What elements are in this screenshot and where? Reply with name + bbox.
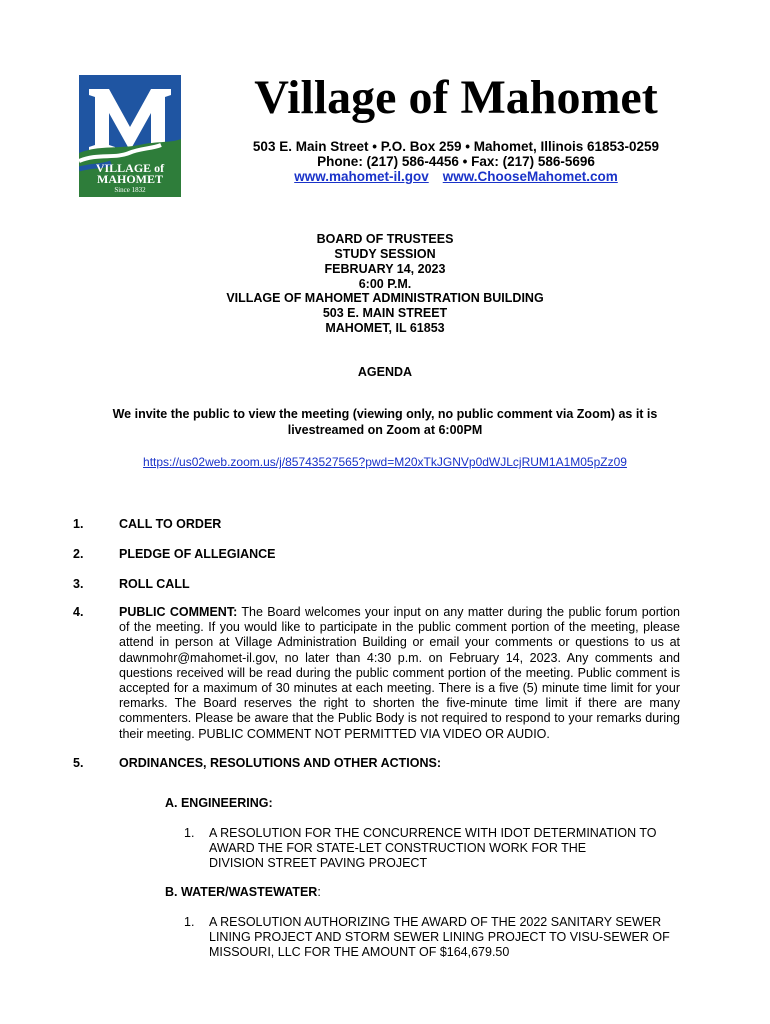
sub-item-line: LINING PROJECT AND STORM SEWER LINING PROJECT TO VISU-SEWER OF <box>209 930 670 944</box>
sub-item-line: DIVISION STREET PAVING PROJECT <box>209 856 428 870</box>
logo-text-line1: VILLAGE of <box>95 161 165 175</box>
meeting-date: FEBRUARY 14, 2023 <box>324 262 446 276</box>
meeting-session: STUDY SESSION <box>334 247 436 261</box>
section-engineering-item-1 <box>184 826 684 871</box>
invite-line1: We invite the public to view the meeting (viewing only, no public comment via Zoom) as it is <box>112 407 658 421</box>
invite-line2: livestreamed on Zoom at 6:00PM <box>287 422 483 437</box>
sub-item-line: AWARD THE FOR STATE-LET CONSTRUCTION WORK FOR THE <box>209 841 587 855</box>
meeting-body: BOARD OF TRUSTEES <box>316 232 454 246</box>
zoom-invite <box>95 407 675 438</box>
item-number: 5. <box>73 756 84 770</box>
section-water-heading <box>165 885 321 900</box>
item-number: 3. <box>73 577 84 591</box>
public-comment-label: PUBLIC COMMENT: <box>119 605 238 619</box>
item-call-to-order: CALL TO ORDER <box>119 517 222 531</box>
agenda-heading: AGENDA <box>357 365 413 379</box>
sub-item-line: MISSOURI, LLC FOR THE AMOUNT OF $164,679.50 <box>209 945 510 959</box>
sub-item-line: A RESOLUTION AUTHORIZING THE AWARD OF THE 2022 SANITARY SEWER <box>209 915 662 929</box>
section-water-label: B. WATER/WASTEWATER <box>165 885 318 899</box>
meeting-city: MAHOMET, IL 61853 <box>325 321 445 335</box>
section-engineering-heading <box>165 796 273 811</box>
meeting-location: VILLAGE OF MAHOMET ADMINISTRATION BUILDING <box>226 291 544 305</box>
village-logo <box>79 75 181 197</box>
logo-since: Since 1832 <box>114 186 146 194</box>
page-title: Village of Mahomet <box>254 71 658 124</box>
item-ordinances: ORDINANCES, RESOLUTIONS AND OTHER ACTIONS: <box>119 756 441 770</box>
zoom-link[interactable]: https://us02web.zoom.us/j/85743527565?pwd=M20xTkJGNVp0dWJLcjRUM1A1M05pZz09 <box>143 455 627 469</box>
item-roll-call: ROLL CALL <box>119 577 190 591</box>
sub-item-line: A RESOLUTION FOR THE CONCURRENCE WITH IDOT DETERMINATION TO <box>209 826 657 840</box>
item-pledge: PLEDGE OF ALLEGIANCE <box>119 547 276 561</box>
section-water-colon: : <box>317 885 321 899</box>
phone-fax-line: Phone: (217) 586-4456 • Fax: (217) 586-5696 <box>317 154 595 169</box>
website-links <box>236 169 676 185</box>
website-link-village[interactable]: www.mahomet-il.gov <box>294 169 429 184</box>
public-comment-text: The Board welcomes your input on any matter during the public forum portion of the meeting. If you would like to participate in the public comment portion of the meeting, please attend in person at Village Administration Building or email your comments or questions to us at dawnmohr@mahomet-il.gov, no later than 4:30 p.m. on February 14, 2023. Any comments and questions received will be read during the public comment portion of the meeting. Public comment is accepted for a maximum of 30 minutes at each meeting. There is a five (5) minute time limit for your remarks. The Board reserves the right to shorten the five-minute time limit if there are many commenters. Please be aware that the Public Body is not required to respond to your remarks during their meeting. PUBLIC COMMENT NOT PERMITTED VIA VIDEO OR AUDIO. <box>119 605 681 741</box>
address-line: 503 E. Main Street • P.O. Box 259 • Mahomet, Illinois 61853-0259 <box>252 139 660 154</box>
item-number: 2. <box>73 547 84 561</box>
item-number: 4. <box>73 605 84 619</box>
sub-item-number: 1. <box>184 915 195 929</box>
meeting-street: 503 E. MAIN STREET <box>322 306 448 320</box>
item-number: 1. <box>73 517 84 531</box>
item-public-comment <box>119 605 680 742</box>
logo-text-line2: MAHOMET <box>97 172 163 186</box>
section-water-item-1 <box>184 915 684 960</box>
section-engineering-label: A. ENGINEERING: <box>165 796 273 810</box>
zoom-link-row <box>100 455 670 469</box>
website-link-choose[interactable]: www.ChooseMahomet.com <box>442 169 618 184</box>
sub-item-number: 1. <box>184 826 195 840</box>
meeting-time: 6:00 P.M. <box>358 277 412 291</box>
